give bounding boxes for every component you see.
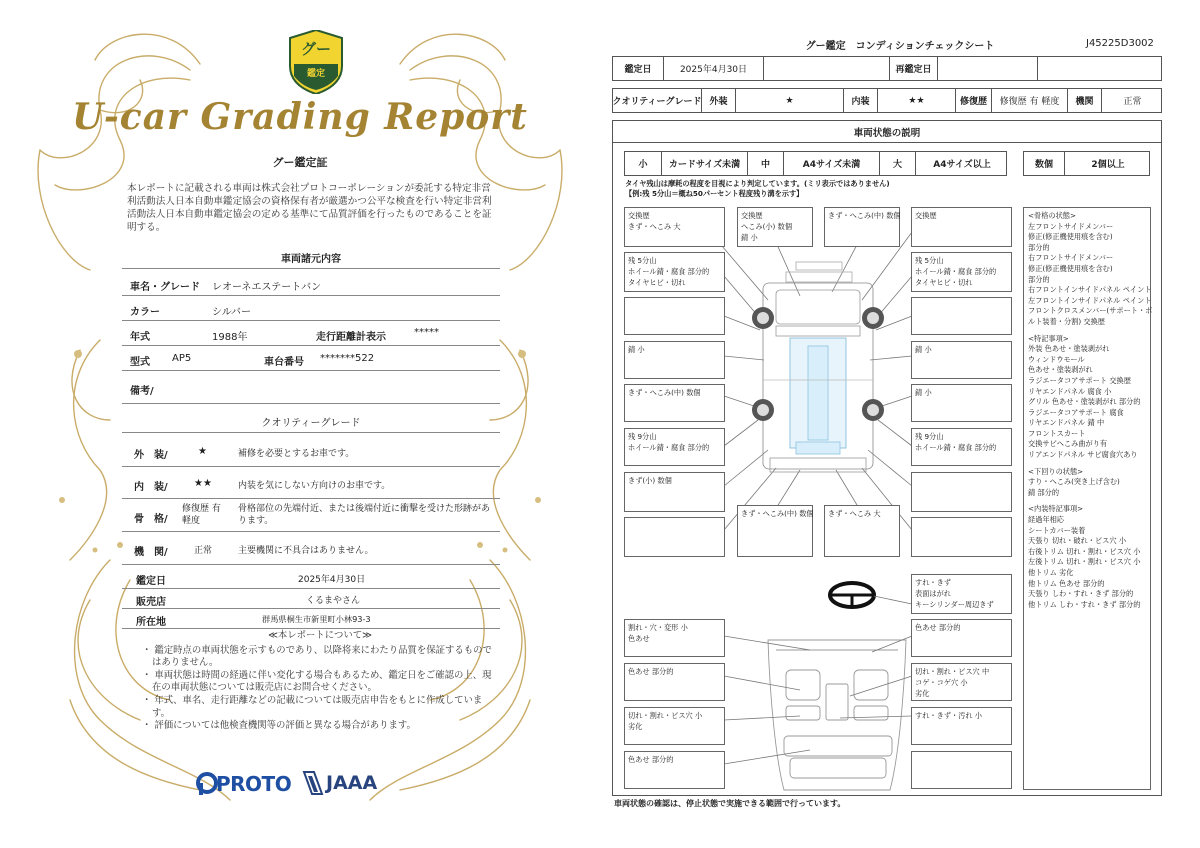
callout-text: 錆 小 — [741, 233, 758, 242]
callout-text: 残 9分山 — [915, 432, 944, 441]
address-row — [122, 609, 500, 629]
panel-line: 部分的 — [1028, 242, 1050, 252]
panel-line: 左フロントサイドメンバー — [1028, 221, 1114, 231]
interior-label: 内 装/ — [134, 482, 168, 493]
panel-line: 天張り 切れ・破れ・ビス穴 小 — [1028, 536, 1127, 546]
note-item: ・ 鑑定時点の車両状態を示すものであり、以降将来にわたり品質を保証するものではありません。 — [142, 644, 492, 669]
spec-row-color — [122, 297, 500, 321]
exterior-label: 外 装/ — [134, 450, 168, 461]
engine-value: 正常 — [1101, 89, 1163, 112]
callout-text: タイヤヒビ・切れ — [915, 278, 973, 287]
callout-text: すれ・きず・汚れ 小 — [915, 711, 982, 720]
panel-line: シートカバー装着 — [1028, 525, 1086, 535]
repair-value: 修復歴 有 軽度 — [991, 89, 1067, 112]
callout-text: きず(小) 数個 — [628, 476, 672, 485]
panel-line: ウィンドウモール — [1028, 354, 1085, 364]
callout-text: きず・へこみ 大 — [628, 222, 681, 231]
callout-text: 割れ・穴・変形 小 — [628, 623, 688, 632]
interior-desc: 内装を気にしない方向けのお車です。 — [238, 481, 391, 491]
panel-line: <骨格の状態> — [1028, 211, 1076, 220]
tire-note: タイヤ残山は摩耗の程度を目視により判定しています。(ミリ表示ではありません) — [625, 179, 890, 188]
panel-line: 天張り しわ・すれ・きず 部分的 — [1028, 589, 1134, 599]
frame-grade: 修復歴 有 軽度 — [182, 504, 221, 526]
panel-line: ルト装着・分割) 交換歴 — [1028, 316, 1105, 326]
condition-check-sheet — [600, 0, 1200, 848]
callout-box — [911, 428, 1012, 466]
callout-box — [911, 207, 1012, 247]
condition-notes-panel — [1023, 207, 1151, 790]
callout-box — [624, 252, 725, 292]
jaaa-logo-text: JAAA — [326, 772, 378, 794]
odometer-value: ***** — [414, 327, 439, 338]
note-item: ・ 年式、車名、走行距離などの記載については販売店申告をもとに作成しています。 — [142, 694, 483, 719]
spec-row-model — [122, 272, 500, 296]
type-value: AP5 — [172, 353, 192, 364]
sheet-id: J45225D3002 — [1086, 38, 1154, 49]
sheet-title: グー鑑定 コンディションチェックシート — [805, 41, 995, 52]
quality-row-interior — [122, 468, 500, 499]
jaaa-logo-icon — [302, 770, 324, 796]
callout-box — [624, 207, 725, 247]
panel-line: 他トリム しわ・すれ・きず 部分的 — [1028, 599, 1141, 609]
callout-box — [911, 252, 1012, 292]
panel-line: 右フロントサイドメンバー — [1028, 253, 1114, 263]
proto-logo-text: PROTO — [216, 772, 292, 796]
panel-line: 外装 色あせ・塗装剥がれ — [1028, 344, 1110, 354]
callout-box — [624, 707, 725, 745]
note-item: ・ 車両状態は時間の経過に伴い変化する場合もあるため、鑑定日をご確認の上、現在の車両状態については販売店にお問合せください。 — [142, 669, 492, 694]
callout-text: タイヤヒビ・切れ — [628, 278, 686, 287]
callout-text: 色あせ 部分的 — [628, 667, 674, 676]
callout-box — [911, 384, 1012, 422]
callout-box — [737, 207, 813, 247]
callout-box — [824, 505, 900, 557]
callout-box — [624, 341, 725, 379]
callout-box — [624, 751, 725, 789]
model-value: レオーネエステートバン — [212, 282, 322, 293]
callout-text: 錆 小 — [628, 345, 645, 354]
callout-box — [624, 663, 725, 701]
callout-text: 交換歴 — [628, 211, 650, 220]
panel-line: 左フロントインサイドパネル ペイント — [1028, 295, 1152, 305]
panel-line: 交換サビへこみ曲がり有 — [1028, 439, 1108, 449]
callout-text: 錆 小 — [915, 388, 932, 397]
callout-box — [911, 663, 1012, 701]
callout-box — [911, 341, 1012, 379]
callout-text: 残 5分山 — [628, 256, 657, 265]
quality-row-exterior — [122, 436, 500, 467]
callout-text: きず・へこみ(中) 数個 — [741, 509, 814, 518]
panel-line: 修正(修正機使用痕を含む) — [1028, 263, 1113, 273]
callout-text: ホイール錆・腐食 部分的 — [628, 267, 710, 276]
type-label: 型式 — [130, 357, 150, 368]
callout-text: きず・へこみ 大 — [828, 509, 881, 518]
panel-line: 左後トリム 切れ・割れ・ビス穴 小 — [1028, 557, 1141, 567]
callout-text: 劣化 — [628, 722, 643, 731]
panel-line: フロントスカート — [1028, 428, 1086, 438]
interior-value: ★★ — [877, 89, 955, 112]
panel-line: <内装特記事項> — [1028, 504, 1084, 514]
callout-box — [911, 707, 1012, 745]
repair-label: 修復歴 — [955, 89, 991, 112]
callout-text: 表面はがれ — [915, 589, 951, 598]
callout-box — [911, 472, 1012, 512]
appraisal-date-value: 2025年4月30日 — [298, 575, 366, 585]
dealer-row — [122, 589, 500, 609]
size-small-desc: カードサイズ未満 — [661, 152, 747, 175]
callout-box — [624, 619, 725, 657]
dealer-label: 販売店 — [136, 597, 166, 608]
panel-line: リヤエンドパネル 腐食 小 — [1028, 386, 1112, 396]
callout-text: へこみ(小) 数個 — [741, 222, 793, 231]
panel-line: グリル 色あせ・塗装剥がれ 部分的 — [1028, 397, 1141, 407]
size-medium: 中 — [747, 152, 783, 175]
quality-row-frame — [122, 500, 500, 532]
count-desc: 2個以上 — [1064, 152, 1151, 175]
size-large: 大 — [879, 152, 915, 175]
appraisal-date-label: 鑑定日 — [136, 576, 166, 587]
callout-box — [624, 517, 725, 557]
certificate-statement: 本レポートに記載される車両は株式会社プロトコーポレーションが委託する特定非営利活動法人日本自動車鑑定協会の資格保有者が厳選かつ公平な検査を行い特定非営利活動法人日本自動車鑑定協会の定める基準にて品質評価を行ったものであることを証明する。 — [127, 183, 492, 233]
quality-grade-label: クオリティーグレード — [612, 97, 702, 107]
panel-line: 他トリム 劣化 — [1028, 568, 1074, 577]
callout-text: 色あせ 部分的 — [915, 623, 961, 632]
panel-line: ラジエータコアサポート 腐食 — [1028, 407, 1124, 417]
certificate-title: グー鑑定証 — [272, 156, 328, 169]
spec-row-type — [122, 347, 500, 371]
engine-desc: 主要機関に不具合はありません。 — [238, 546, 374, 556]
engine-label: 機関 — [1067, 89, 1101, 112]
size-medium-desc: A4サイズ未満 — [783, 152, 879, 175]
callout-box — [624, 384, 725, 422]
panel-line: 右フロントインサイドパネル ペイント — [1028, 285, 1152, 295]
panel-line: 錆 部分的 — [1028, 487, 1060, 497]
specs-divider — [122, 268, 500, 269]
reappraisal-label: 再鑑定日 — [889, 57, 937, 80]
panel-line: <下回りの状態> — [1028, 466, 1084, 476]
panel-line: ラジエータコアサポート 交換歴 — [1028, 375, 1131, 385]
panel-line: 経過年相応 — [1028, 515, 1064, 525]
spec-row-year — [122, 322, 500, 346]
exterior-label: 外装 — [701, 89, 735, 112]
quality-row-engine — [122, 533, 500, 565]
script-title: U-car Grading Report — [72, 96, 528, 138]
callout-text: 劣化 — [915, 689, 930, 698]
spec-row-remarks — [122, 372, 500, 404]
condition-heading: 車両状態の説明 — [613, 121, 1161, 143]
tire-example: 【例:残 5分山＝概ね50パーセント程度残り溝を示す】 — [625, 189, 804, 198]
panel-line: 色あせ・塗装剥がれ — [1028, 365, 1093, 375]
badge-text: グー — [300, 40, 331, 58]
callout-box — [911, 751, 1012, 789]
quality-divider — [122, 432, 500, 433]
address-value: 群馬県桐生市新里町小林93-3 — [262, 614, 371, 624]
frame-label: 骨 格/ — [134, 514, 168, 525]
panel-line: 修正(修正機使用痕を含む) — [1028, 232, 1113, 242]
note-item: ・ 評価については他検査機関等の評価と異なる場合があります。 — [142, 720, 416, 732]
callout-text: 錆 小 — [915, 345, 932, 354]
callout-box — [624, 297, 725, 335]
panel-line: 右後トリム 切れ・割れ・ビス穴 小 — [1028, 546, 1141, 556]
callout-text: きず・へこみ(中) 数個 — [828, 211, 901, 220]
callout-text: 交換歴 — [915, 211, 937, 220]
date-value: 2025年4月30日 — [663, 57, 763, 80]
callout-box — [624, 428, 725, 466]
callout-text: ホイール錆・腐食 部分的 — [915, 267, 997, 276]
remarks-label: 備考/ — [130, 386, 154, 397]
callout-text: 残 5分山 — [915, 256, 944, 265]
callout-box — [824, 207, 900, 247]
exterior-desc: 補修を必要とするお車です。 — [238, 449, 355, 459]
callout-text: 色あせ 部分的 — [628, 755, 674, 764]
callout-text: ホイール錆・腐食 部分的 — [628, 443, 710, 452]
callout-text: キーシリンダー周辺きず — [915, 600, 994, 609]
exterior-value: ★ — [735, 89, 843, 112]
engine-grade: 正常 — [194, 546, 213, 556]
year-value: 1988年 — [212, 332, 248, 343]
callout-text: ホイール錆・腐食 部分的 — [915, 443, 997, 452]
odometer-label: 走行距離計表示 — [316, 332, 386, 343]
callout-text: 交換歴 — [741, 211, 763, 220]
panel-line: リアエンドパネル サビ腐食穴あり — [1028, 450, 1138, 460]
callout-text: すれ・きず — [915, 578, 951, 587]
callout-text: 色あせ — [628, 634, 650, 643]
proto-logo-icon — [196, 772, 218, 796]
frame-desc: 骨格部位の先端付近、または後端付近に衝撃を受けた形跡があります。 — [238, 504, 491, 526]
callout-text: 残 9分山 — [628, 432, 657, 441]
callout-box — [911, 517, 1012, 557]
notes-title: ≪本レポートについて≫ — [268, 630, 372, 641]
panel-line: すり・へこみ(突き上げ含む) — [1028, 477, 1120, 487]
callout-text: コゲ・コゲ穴 小 — [915, 678, 968, 687]
report-notes — [140, 630, 500, 733]
callout-text: 切れ・割れ・ビス穴 小 — [628, 711, 703, 720]
date-label: 鑑定日 — [624, 65, 652, 75]
steering-wheel-icon — [830, 583, 874, 607]
sheet-footer: 車両状態の確認は、停止状態で実施できる範囲で行っています。 — [614, 799, 846, 808]
panel-line: フロントクロスメンバー(サポート・ボ — [1028, 306, 1153, 316]
address-label: 所在地 — [136, 617, 166, 628]
interior-grade: ★★ — [194, 478, 212, 489]
callout-box — [911, 574, 1012, 614]
size-small: 小 — [638, 160, 648, 170]
callout-box — [624, 472, 725, 512]
quality-heading: クオリティーグレード — [261, 418, 361, 429]
callout-box — [911, 297, 1012, 335]
engine-label: 機 関/ — [134, 547, 168, 558]
specs-heading: 車両諸元内容 — [281, 254, 341, 265]
panel-line: 部分的 — [1028, 274, 1050, 284]
size-large-desc: A4サイズ以上 — [915, 152, 1008, 175]
callout-box — [911, 619, 1012, 657]
interior-label: 内装 — [843, 89, 877, 112]
appraisal-date-row — [122, 567, 500, 589]
panel-line: 他トリム 色あせ 部分的 — [1028, 578, 1105, 588]
callout-box — [737, 505, 813, 557]
count-label: 数個 — [1034, 160, 1053, 170]
callout-text: きず・へこみ(中) 数個 — [628, 388, 701, 397]
chassis-value: *******522 — [320, 353, 375, 364]
color-value: シルバー — [212, 307, 252, 318]
callout-text: 切れ・割れ・ビス穴 中 — [915, 667, 990, 676]
panel-line: <特記事項> — [1028, 333, 1069, 343]
chassis-label: 車台番号 — [264, 357, 304, 368]
exterior-grade: ★ — [198, 446, 207, 457]
year-label: 年式 — [130, 332, 150, 343]
dealer-value: くるまやさん — [306, 596, 361, 606]
badge-subtext: 鑑定 — [306, 69, 325, 79]
panel-line: リヤエンドパネル 錆 中 — [1028, 418, 1105, 428]
color-label: カラー — [130, 307, 160, 318]
model-label: 車名・グレード — [130, 282, 200, 293]
